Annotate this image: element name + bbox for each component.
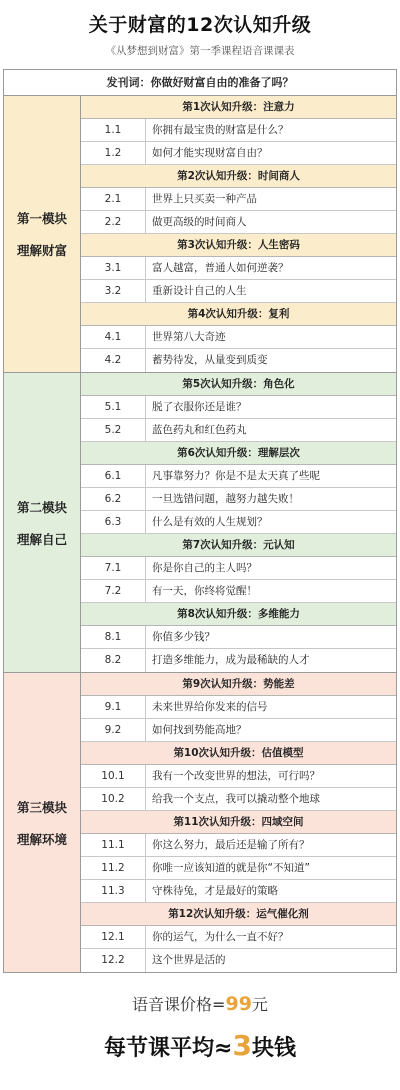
intro-row: 发刊词：你做好财富自由的准备了吗？	[4, 70, 396, 96]
lesson-number: 6.3	[81, 511, 146, 533]
lesson-row	[81, 119, 396, 142]
module-lessons	[81, 673, 396, 972]
lesson-title: 蓝色药丸和红色药丸	[152, 424, 247, 436]
lesson-number: 2.2	[81, 211, 146, 233]
lesson-number: 5.2	[81, 419, 146, 441]
lesson-row	[81, 419, 396, 442]
lesson-number: 4.2	[81, 349, 146, 372]
lesson-row	[81, 765, 396, 788]
module-1	[4, 96, 396, 373]
lesson-title: 你这么努力，最后还是输了所有？	[152, 839, 310, 851]
lesson-number: 10.1	[81, 765, 146, 787]
lesson-header: 第5次认知升级：角色化	[81, 373, 396, 396]
lesson-title: 你值多少钱？	[152, 631, 215, 643]
lesson-title: 有一天，你终将觉醒！	[152, 585, 257, 597]
lesson-number: 4.1	[81, 326, 146, 348]
lesson-number: 7.1	[81, 557, 146, 579]
lesson-header: 第12次认知升级：运气催化剂	[81, 903, 396, 926]
page-title: 关于财富的12次认知升级	[88, 14, 312, 36]
lesson-title: 如何找到势能高地？	[152, 724, 247, 736]
lesson-row	[81, 465, 396, 488]
module-topic-label: 理解自己	[16, 531, 67, 547]
lesson-title: 这个世界是活的	[152, 954, 226, 966]
lesson-title: 什么是有效的人生规划？	[152, 516, 268, 528]
module-label	[4, 373, 81, 672]
module-2	[4, 373, 396, 673]
avg-value: 3	[232, 1029, 252, 1062]
lesson-title: 蓄势待发，从量变到质变	[152, 354, 268, 366]
price-line	[0, 992, 400, 1015]
lesson-header: 第6次认知升级：理解层次	[81, 442, 396, 465]
lesson-row	[81, 349, 396, 372]
lesson-title: 世界第八大奇迹	[152, 331, 226, 343]
lesson-row	[81, 211, 396, 234]
lesson-header: 第1次认知升级：注意力	[81, 96, 396, 119]
lesson-row	[81, 280, 396, 303]
lesson-number: 5.1	[81, 396, 146, 418]
lesson-row	[81, 696, 396, 719]
lesson-row	[81, 488, 396, 511]
lesson-header: 第2次认知升级：时间商人	[81, 165, 396, 188]
module-3	[4, 673, 396, 972]
course-schedule-table	[3, 69, 397, 973]
lesson-title: 脱了衣服你还是谁？	[152, 401, 247, 413]
lesson-header: 第4次认知升级：复利	[81, 303, 396, 326]
module-lessons	[81, 96, 396, 372]
lesson-row	[81, 257, 396, 280]
lesson-header: 第7次认知升级：元认知	[81, 534, 396, 557]
price-suffix: 元	[251, 995, 268, 1014]
lesson-row	[81, 926, 396, 949]
lesson-number: 12.2	[81, 949, 146, 972]
lesson-title: 做更高级的时间商人	[152, 216, 247, 228]
lesson-number: 3.2	[81, 280, 146, 302]
module-number-label: 第二模块	[16, 499, 67, 515]
lesson-number: 2.1	[81, 188, 146, 210]
lesson-number: 10.2	[81, 788, 146, 810]
lesson-number: 8.1	[81, 626, 146, 648]
lesson-row	[81, 649, 396, 672]
module-topic-label: 理解财富	[16, 243, 67, 258]
lesson-row	[81, 834, 396, 857]
lesson-title: 富人越富，普通人如何逆袭？	[152, 262, 289, 274]
lesson-number: 6.1	[81, 465, 146, 487]
lesson-row	[81, 188, 396, 211]
lesson-title: 你唯一应该知道的就是你“不知道”	[152, 862, 310, 874]
lesson-row	[81, 142, 396, 165]
module-label	[4, 96, 81, 372]
lesson-row	[81, 396, 396, 419]
lesson-row	[81, 857, 396, 880]
lesson-header: 第3次认知升级：人生密码	[81, 234, 396, 257]
page-header	[0, 0, 400, 66]
price-value: 99	[225, 993, 252, 1015]
lesson-title: 重新设计自己的人生	[152, 285, 247, 297]
lesson-number: 12.1	[81, 926, 146, 948]
module-number-label: 第三模块	[16, 799, 67, 815]
lesson-row	[81, 580, 396, 603]
lesson-number: 8.2	[81, 649, 146, 672]
lesson-row	[81, 626, 396, 649]
lesson-title: 你是你自己的主人吗？	[152, 562, 257, 574]
lesson-number: 1.1	[81, 119, 146, 141]
lesson-number: 7.2	[81, 580, 146, 602]
lesson-number: 6.2	[81, 488, 146, 510]
lesson-title: 如何才能实现财富自由？	[152, 147, 268, 159]
lesson-title: 我有一个改变世界的想法，可行吗？	[152, 770, 320, 782]
lesson-title: 打造多维能力，成为最稀缺的人才	[152, 654, 310, 666]
lesson-title: 守株待兔，才是最好的策略	[152, 885, 278, 897]
lesson-row	[81, 949, 396, 972]
average-price-line	[0, 1029, 400, 1062]
lesson-header: 第11次认知升级：四域空间	[81, 811, 396, 834]
price-footer	[0, 992, 400, 1062]
lesson-number: 9.1	[81, 696, 146, 718]
lesson-number: 1.2	[81, 142, 146, 164]
page-subtitle: 《从梦想到财富》第一季课程语音课课表	[105, 45, 295, 57]
lesson-title: 你拥有最宝贵的财富是什么？	[152, 124, 289, 136]
price-prefix: 语音课价格=	[132, 995, 226, 1014]
lesson-title: 你的运气，为什么一直不好？	[152, 931, 289, 943]
module-topic-label: 理解环境	[16, 831, 67, 847]
lesson-title: 凡事靠努力？你是不是太天真了些呢	[152, 470, 320, 482]
lesson-row	[81, 511, 396, 534]
lesson-number: 3.1	[81, 257, 146, 279]
module-label	[4, 673, 81, 972]
lesson-header: 第10次认知升级：估值模型	[81, 742, 396, 765]
lesson-header: 第8次认知升级：多维能力	[81, 603, 396, 626]
modules-container	[4, 96, 396, 972]
avg-prefix: 每节课平均≈	[104, 1036, 233, 1061]
lesson-row	[81, 719, 396, 742]
module-lessons	[81, 373, 396, 672]
module-number-label: 第一模块	[16, 211, 67, 226]
lesson-title: 未来世界给你发来的信号	[152, 701, 268, 713]
avg-suffix: 块钱	[251, 1036, 296, 1061]
lesson-title: 给我一个支点，我可以撬动整个地球	[152, 793, 320, 805]
lesson-row	[81, 557, 396, 580]
lesson-row	[81, 326, 396, 349]
lesson-title: 世界上只买卖一种产品	[152, 193, 257, 205]
lesson-number: 11.2	[81, 857, 146, 879]
lesson-number: 11.3	[81, 880, 146, 902]
lesson-number: 9.2	[81, 719, 146, 741]
lesson-title: 一旦选错问题，越努力越失败！	[152, 493, 299, 505]
lesson-number: 11.1	[81, 834, 146, 856]
lesson-row	[81, 788, 396, 811]
lesson-header: 第9次认知升级：势能差	[81, 673, 396, 696]
lesson-row	[81, 880, 396, 903]
